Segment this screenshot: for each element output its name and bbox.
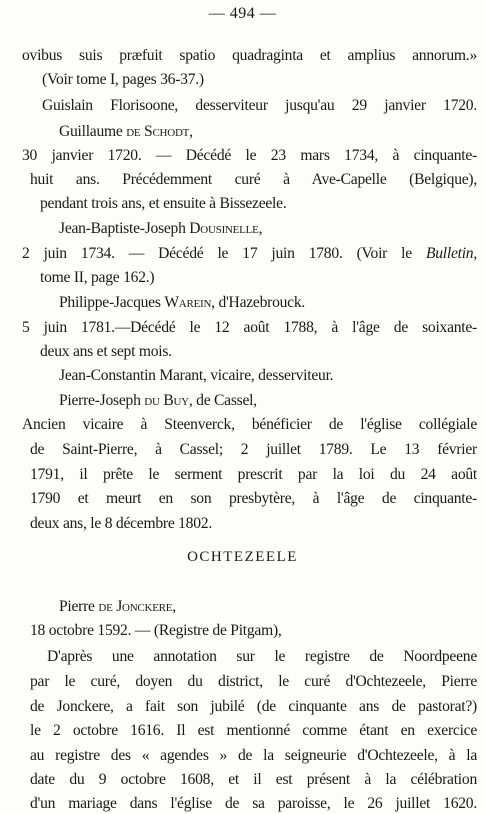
text-line: Ancien vicaire à Steenverck, bénéficier de l'église collégiale bbox=[22, 416, 477, 433]
text-line-part: Philippe-Jacques bbox=[59, 294, 165, 311]
text-line: tome II, page 162.) bbox=[40, 269, 155, 286]
text-line: de Jonckere, a fait son jubilé (de cinquante ans de pastorat?) bbox=[30, 698, 477, 715]
priest-name: de Schodt bbox=[126, 123, 190, 140]
text-line-part: 2 juin 1734. — Décédé le 17 juin 1780. (Voir le bbox=[22, 245, 426, 262]
text-line: deux ans et sept mois. bbox=[40, 343, 172, 360]
text-line bbox=[59, 219, 262, 239]
text-line-part: , bbox=[473, 245, 477, 262]
text-line: pendant trois ans, et ensuite à Bissezeele. bbox=[40, 195, 287, 212]
text-line: (Voir tome I, pages 36-37.) bbox=[42, 71, 204, 88]
priest-name: Warein bbox=[164, 294, 212, 311]
text-line: par le curé, doyen du district, le curé d'Ochtezeele, Pierre bbox=[30, 673, 477, 690]
text-line: le 2 octobre 1616. Il est mentionné comme étant en exercice bbox=[30, 722, 477, 739]
text-line-part: Pierre-Joseph bbox=[59, 392, 145, 409]
text-line: au registre des « agendes » de la seigneurie d'Ochtezeele, à la bbox=[30, 747, 477, 764]
priest-name: de Jonckere bbox=[98, 598, 173, 615]
priest-name: Dousinelle bbox=[189, 220, 259, 237]
text-line: 30 janvier 1720. — Décédé le 23 mars 1734, à cinquante- bbox=[22, 147, 477, 164]
text-line: huit ans. Précédemment curé à Ave-Capelle (Belgique), bbox=[30, 171, 477, 188]
text-line-part: Jean-Baptiste-Joseph bbox=[59, 220, 190, 237]
text-line: 5 juin 1781.—Décédé le 12 août 1788, à l'âge de soixante- bbox=[22, 319, 477, 336]
text-line-part: Guillaume bbox=[59, 123, 127, 140]
text-line: D'après une annotation sur le registre de Noordpeene bbox=[47, 648, 477, 665]
priest-name: du Buy bbox=[144, 392, 189, 409]
text-line-part: , bbox=[258, 220, 263, 237]
text-line: Jean-Constantin Marant, vicaire, desserviteur. bbox=[59, 367, 334, 384]
text-line bbox=[59, 293, 305, 313]
text-line: d'un mariage dans l'église de sa paroisse, le 26 juillet 1620. bbox=[30, 795, 477, 812]
text-line bbox=[59, 391, 257, 411]
text-line: ovibus suis præfuit spatio quadraginta et amplius annorum.» bbox=[22, 47, 477, 64]
text-line bbox=[22, 244, 477, 264]
text-line-part: Pierre bbox=[59, 598, 99, 615]
page-number: — 494 — bbox=[208, 5, 277, 22]
text-line-part: , de Cassel, bbox=[188, 392, 257, 409]
text-line: 18 octobre 1592. — (Registre de Pitgam), bbox=[30, 622, 282, 639]
text-line-part: , bbox=[189, 123, 193, 140]
text-line: date du 9 octobre 1608, et il est présent à la célébration bbox=[30, 771, 477, 788]
text-line-part: , d'Hazebrouck. bbox=[211, 294, 306, 311]
text-line: Guislain Florisoone, desserviteur jusqu'au 29 janvier 1720. bbox=[42, 97, 477, 114]
text-line bbox=[59, 597, 176, 617]
text-line: 1790 et meurt en son presbytère, à l'âge de cinquante- bbox=[30, 490, 477, 507]
text-line: de Saint-Pierre, à Cassel; 2 juillet 1789. Le 13 février bbox=[30, 441, 477, 458]
text-line-part: , bbox=[172, 598, 176, 615]
section-heading: OCHTEZEELE bbox=[187, 549, 298, 565]
text-line bbox=[59, 122, 193, 142]
text-line: 1791, il prête le serment prescrit par la loi du 24 août bbox=[30, 466, 477, 483]
text-line: deux ans, le 8 décembre 1802. bbox=[30, 515, 212, 532]
italic-title: Bulletin bbox=[425, 245, 474, 262]
